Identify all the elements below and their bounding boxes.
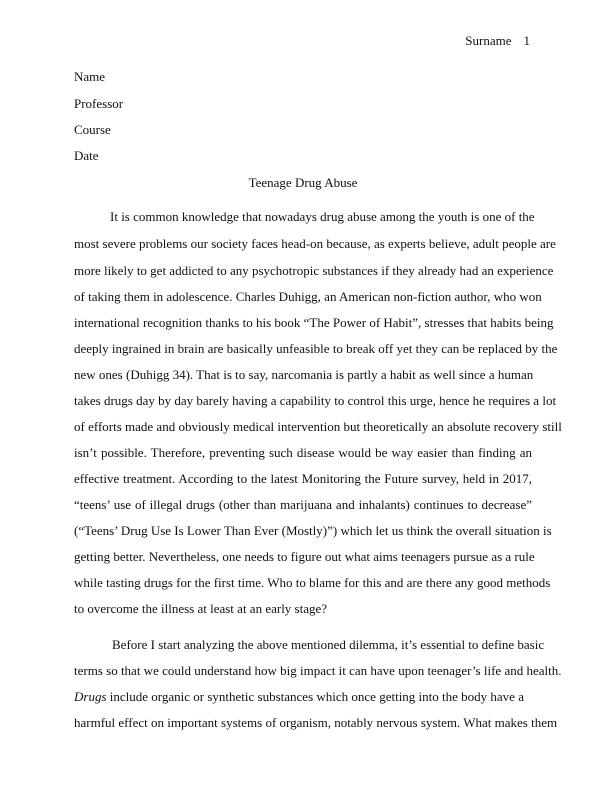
header-page-number: 1	[523, 33, 530, 48]
paragraph-line: deeply ingrained in brain are basically unfeasible to break off yet they can be replaced by the	[74, 341, 558, 356]
paragraph-line: of taking them in adolescence. Charles Duhigg, an American non-fiction author, who won	[74, 289, 542, 304]
paragraph-line: terms so that we could understand how big impact it can have upon teenager’s life and health.	[74, 663, 562, 678]
paragraph-line: It is common knowledge that nowadays drug abuse among the youth is one of the	[110, 209, 535, 224]
heading-professor: Professor	[74, 96, 124, 111]
paragraph-line: new ones (Duhigg 34). That is to say, narcomania is partly a habit as well since a human	[74, 367, 534, 382]
paragraph-line: (“Teens’ Drug Use Is Lower Than Ever (Mostly)”) which let us think the overall situation is	[74, 523, 552, 538]
heading-date: Date	[74, 148, 99, 163]
paragraph-line: of efforts made and obviously medical intervention but theoretically an absolute recovery still	[74, 419, 562, 434]
heading-name: Name	[74, 69, 106, 84]
heading-course: Course	[74, 122, 111, 137]
paper-title: Teenage Drug Abuse	[248, 175, 358, 190]
paragraph-line: isn’t possible. Therefore, preventing such disease would be way easier than finding an	[74, 445, 532, 460]
paragraph-line: more likely to get addicted to any psychotropic substances if they already had an experience	[74, 263, 554, 278]
paragraph-line: to overcome the illness at least at an early stage?	[74, 601, 328, 616]
running-header	[465, 33, 530, 49]
paragraph-line	[74, 689, 532, 705]
paragraph-line: takes drugs day by day barely having a capability to control this urge, hence he requires a lot	[74, 393, 557, 408]
paragraph-line: “teens’ use of illegal drugs (other than marijuana and inhalants) continues to decrease”	[74, 497, 532, 512]
paragraph-line: getting better. Nevertheless, one needs to figure out what aims teenagers pursue as a rule	[74, 549, 535, 564]
header-surname: Surname	[465, 33, 512, 48]
paragraph-line: effective treatment. According to the latest Monitoring the Future survey, held in 2017,	[74, 471, 532, 486]
paragraph-line: most severe problems our society faces head-on because, as experts believe, adult people are	[74, 236, 556, 251]
paragraph-line: harmful effect on important systems of organism, notably nervous system. What makes them	[74, 715, 558, 730]
paragraph-line: Before I start analyzing the above mentioned dilemma, it’s essential to define basic	[112, 637, 545, 652]
paragraph-line: international recognition thanks to his book “The Power of Habit”, stresses that habits being	[74, 315, 554, 330]
paragraph-line: while tasting drugs for the first time. Who to blame for this and are there any good methods	[74, 575, 551, 590]
paragraph-line-rest: include organic or synthetic substances which once getting into the body have a	[109, 689, 524, 704]
italic-term: Drugs	[74, 689, 107, 704]
